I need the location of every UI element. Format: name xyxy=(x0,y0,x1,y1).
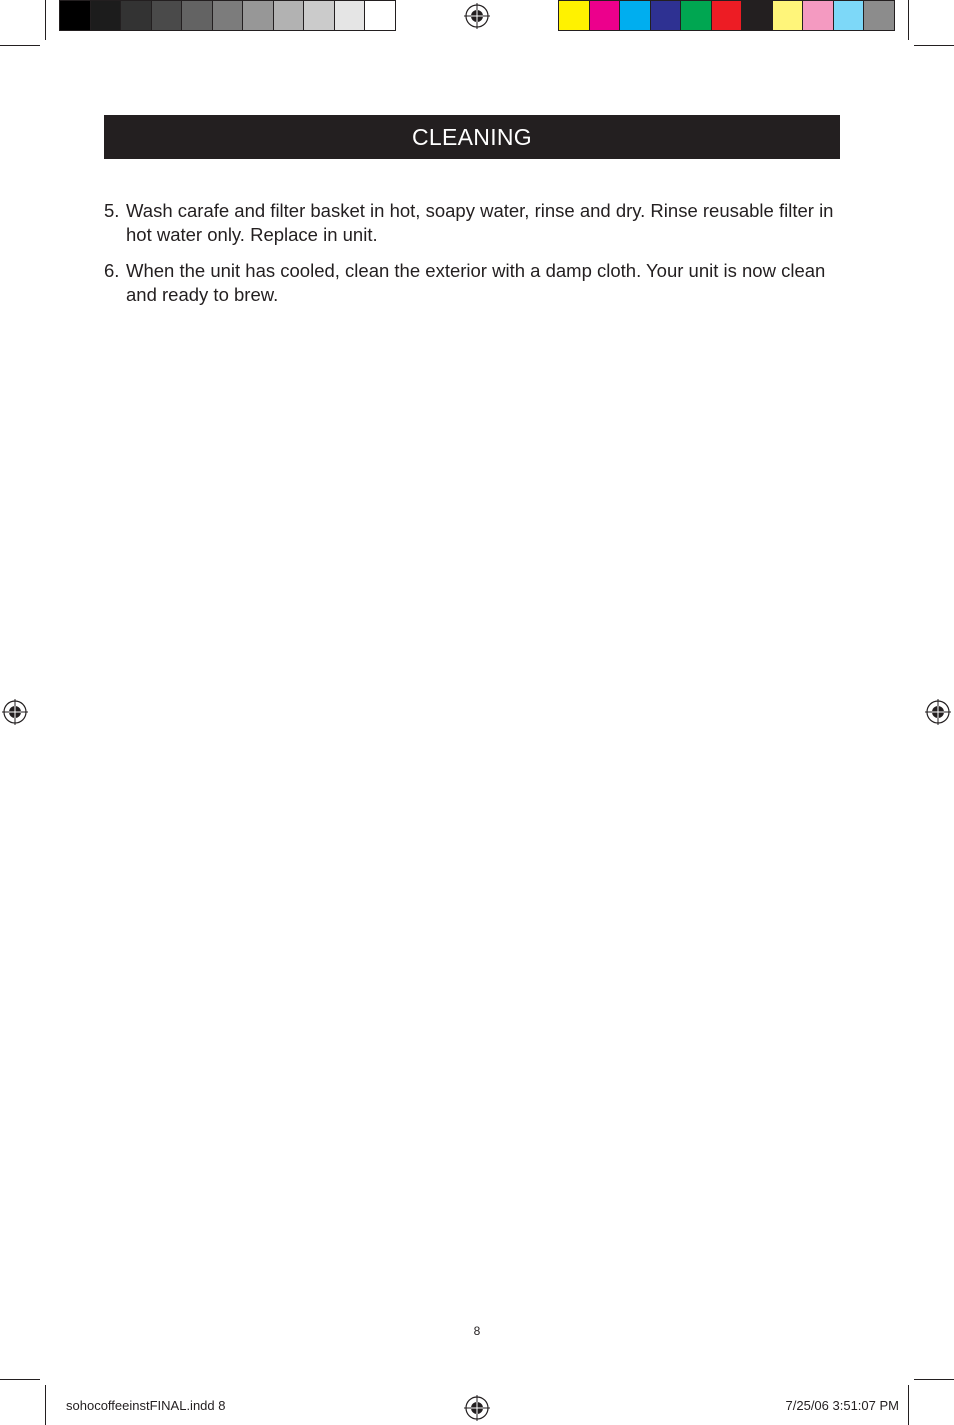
process-swatch-1 xyxy=(559,1,590,30)
list-item xyxy=(104,259,844,307)
cleaning-steps-list xyxy=(104,199,844,319)
process-swatch-7 xyxy=(742,1,773,30)
grayscale-swatch-8 xyxy=(274,1,305,30)
process-swatch-4 xyxy=(651,1,682,30)
step-number: 6. xyxy=(104,260,120,281)
process-swatch-6 xyxy=(712,1,743,30)
registration-mark-icon xyxy=(464,3,490,29)
section-heading-bar xyxy=(104,115,840,159)
process-swatch-5 xyxy=(681,1,712,30)
grayscale-color-bar xyxy=(59,0,396,31)
grayscale-swatch-4 xyxy=(152,1,183,30)
process-swatch-8 xyxy=(773,1,804,30)
crop-mark-top-left-h xyxy=(0,45,40,46)
process-color-bar xyxy=(558,0,895,31)
process-swatch-11 xyxy=(864,1,894,30)
process-swatch-2 xyxy=(590,1,621,30)
grayscale-swatch-10 xyxy=(335,1,366,30)
registration-mark-icon xyxy=(464,1395,490,1421)
step-number: 5. xyxy=(104,200,120,221)
crop-mark-bottom-left-h xyxy=(0,1379,40,1380)
file-slug: sohocoffeeinstFINAL.indd 8 xyxy=(66,1398,226,1413)
process-swatch-3 xyxy=(620,1,651,30)
crop-mark-top-right-h xyxy=(914,45,954,46)
step-text: When the unit has cooled, clean the exterior with a damp cloth. Your unit is now clean and ready to brew. xyxy=(126,260,826,305)
print-timestamp: 7/25/06 3:51:07 PM xyxy=(785,1398,899,1413)
crop-mark-bottom-left-v xyxy=(45,1385,46,1425)
grayscale-swatch-5 xyxy=(182,1,213,30)
grayscale-swatch-11 xyxy=(365,1,395,30)
grayscale-swatch-7 xyxy=(243,1,274,30)
crop-mark-bottom-right-v xyxy=(908,1385,909,1425)
grayscale-swatch-9 xyxy=(304,1,335,30)
grayscale-swatch-2 xyxy=(91,1,122,30)
process-swatch-9 xyxy=(803,1,834,30)
section-title: CLEANING xyxy=(412,123,532,150)
step-text: Wash carafe and filter basket in hot, soapy water, rinse and dry. Rinse reusable filter in hot water only. Replace in unit. xyxy=(126,200,834,245)
process-swatch-10 xyxy=(834,1,865,30)
grayscale-swatch-1 xyxy=(60,1,91,30)
registration-mark-icon xyxy=(2,699,28,725)
grayscale-swatch-6 xyxy=(213,1,244,30)
crop-mark-bottom-right-h xyxy=(914,1379,954,1380)
crop-mark-top-left-v xyxy=(45,0,46,40)
page-number: 8 xyxy=(473,1324,481,1338)
registration-mark-icon xyxy=(925,699,951,725)
list-item xyxy=(104,199,844,247)
grayscale-swatch-3 xyxy=(121,1,152,30)
crop-mark-top-right-v xyxy=(908,0,909,40)
